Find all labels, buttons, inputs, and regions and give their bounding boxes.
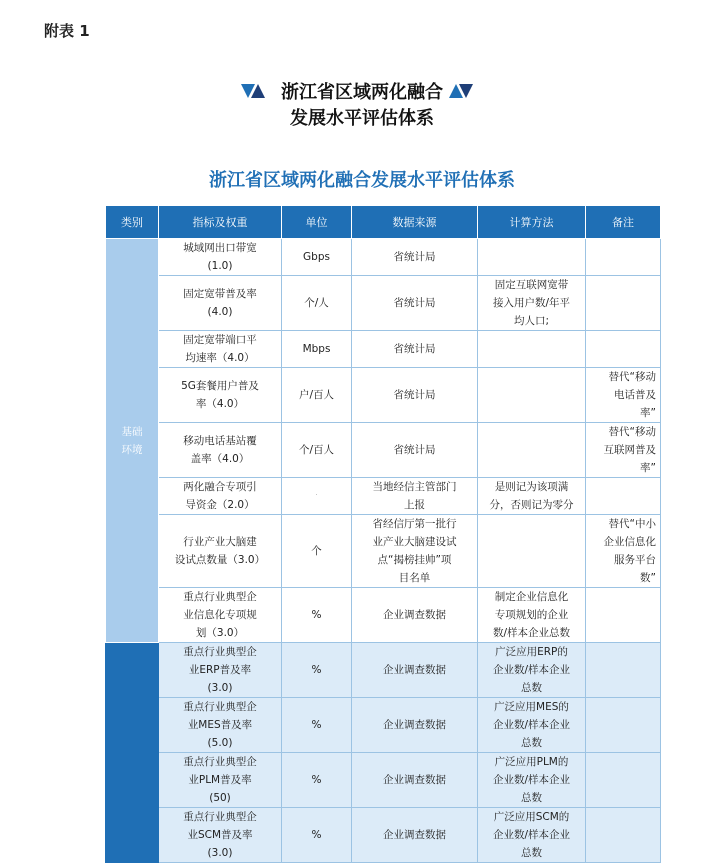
method-cell (478, 239, 586, 276)
indicator-cell: 移动电话基站覆 盖率（4.0） (159, 423, 282, 478)
header-method: 计算方法 (478, 206, 586, 239)
unit-cell: % (282, 753, 352, 808)
note-cell: 替代“中小 企业信息化 服务平台 数” (586, 515, 661, 588)
source-cell: 省统计局 (352, 423, 478, 478)
triangle-left-icon (241, 84, 275, 102)
category-cell: 基础 环境 (106, 239, 159, 643)
indicator-cell: 城域网出口带宽 (1.0) (159, 239, 282, 276)
table-row (106, 753, 661, 808)
indicator-cell: 固定宽带端口平 均速率（4.0） (159, 331, 282, 368)
page-header (0, 80, 724, 132)
table-row (106, 239, 661, 276)
table-row (106, 478, 661, 515)
unit-cell: % (282, 808, 352, 863)
indicator-cell: 重点行业典型企 业MES普及率 (5.0) (159, 698, 282, 753)
method-cell (478, 515, 586, 588)
method-cell: 是则记为该项满 分，否则记为零分 (478, 478, 586, 515)
unit-cell: 户/百人 (282, 368, 352, 423)
header-category: 类别 (106, 206, 159, 239)
header-source: 数据来源 (352, 206, 478, 239)
table-row (106, 588, 661, 643)
source-cell: 企业调查数据 (352, 643, 478, 698)
note-cell (586, 808, 661, 863)
unit-cell: % (282, 588, 352, 643)
table-row (106, 423, 661, 478)
method-cell: 广泛应用SCM的 企业数/样本企业 总数 (478, 808, 586, 863)
table-row (106, 808, 661, 863)
header-unit: 单位 (282, 206, 352, 239)
source-cell: 省统计局 (352, 276, 478, 331)
source-cell: 当地经信主管部门 上报 (352, 478, 478, 515)
method-cell: 制定企业信息化 专项规划的企业 数/样本企业总数 (478, 588, 586, 643)
note-cell (586, 753, 661, 808)
unit-cell: 个 (282, 515, 352, 588)
note-cell (586, 698, 661, 753)
appendix-label: 附表 1 (44, 22, 90, 40)
method-cell: 广泛应用MES的 企业数/样本企业 总数 (478, 698, 586, 753)
unit-cell: % (282, 643, 352, 698)
table-row (106, 331, 661, 368)
note-cell (586, 331, 661, 368)
indicator-cell: 两化融合专项引 导资金（2.0） (159, 478, 282, 515)
note-cell (586, 276, 661, 331)
table-header-row (106, 206, 661, 239)
indicator-cell: 5G套餐用户普及 率（4.0） (159, 368, 282, 423)
table-row (106, 643, 661, 698)
header-title-line1: 浙江省区域两化融合 (281, 82, 443, 103)
note-cell: 替代“移动 电话普及 率” (586, 368, 661, 423)
unit-cell: Gbps (282, 239, 352, 276)
header-note: 备注 (586, 206, 661, 239)
table-row (106, 515, 661, 588)
method-cell: 广泛应用ERP的 企业数/样本企业 总数 (478, 643, 586, 698)
unit-cell: 个/人 (282, 276, 352, 331)
source-cell: 省统计局 (352, 368, 478, 423)
source-cell: 省统计局 (352, 331, 478, 368)
indicator-cell: 固定宽带普及率 (4.0) (159, 276, 282, 331)
source-cell: 企业调查数据 (352, 698, 478, 753)
category-cell-2 (106, 643, 159, 863)
table-row (106, 368, 661, 423)
header-title-line2: 发展水平评估体系 (290, 108, 434, 129)
note-cell (586, 588, 661, 643)
source-cell: 企业调查数据 (352, 588, 478, 643)
unit-cell: · (282, 478, 352, 515)
method-cell: 广泛应用PLM的 企业数/样本企业 总数 (478, 753, 586, 808)
source-cell: 企业调查数据 (352, 808, 478, 863)
source-cell: 企业调查数据 (352, 753, 478, 808)
note-cell (586, 478, 661, 515)
table-row (106, 698, 661, 753)
indicator-cell: 行业产业大脑建 设试点数量（3.0） (159, 515, 282, 588)
note-cell (586, 239, 661, 276)
method-cell (478, 331, 586, 368)
indicator-cell: 重点行业典型企 业SCM普及率 (3.0) (159, 808, 282, 863)
indicator-cell: 重点行业典型企 业ERP普及率 (3.0) (159, 643, 282, 698)
note-cell (586, 643, 661, 698)
source-cell: 省经信厅第一批行 业产业大脑建设试 点“揭榜挂帅”项 目名单 (352, 515, 478, 588)
unit-cell: 个/百人 (282, 423, 352, 478)
table-row (106, 276, 661, 331)
unit-cell: Mbps (282, 331, 352, 368)
note-cell: 替代“移动 互联网普及 率” (586, 423, 661, 478)
triangle-right-icon (449, 84, 483, 102)
indicator-cell: 重点行业典型企 业PLM普及率 (50) (159, 753, 282, 808)
source-cell: 省统计局 (352, 239, 478, 276)
method-cell (478, 368, 586, 423)
unit-cell: % (282, 698, 352, 753)
indicator-cell: 重点行业典型企 业信息化专项规 划（3.0） (159, 588, 282, 643)
evaluation-table (105, 205, 661, 863)
method-cell (478, 423, 586, 478)
header-indicator: 指标及权重 (159, 206, 282, 239)
method-cell: 固定互联网宽带 接入用户数/年平 均人口; (478, 276, 586, 331)
table-title: 浙江省区域两化融合发展水平评估体系 (209, 170, 515, 191)
